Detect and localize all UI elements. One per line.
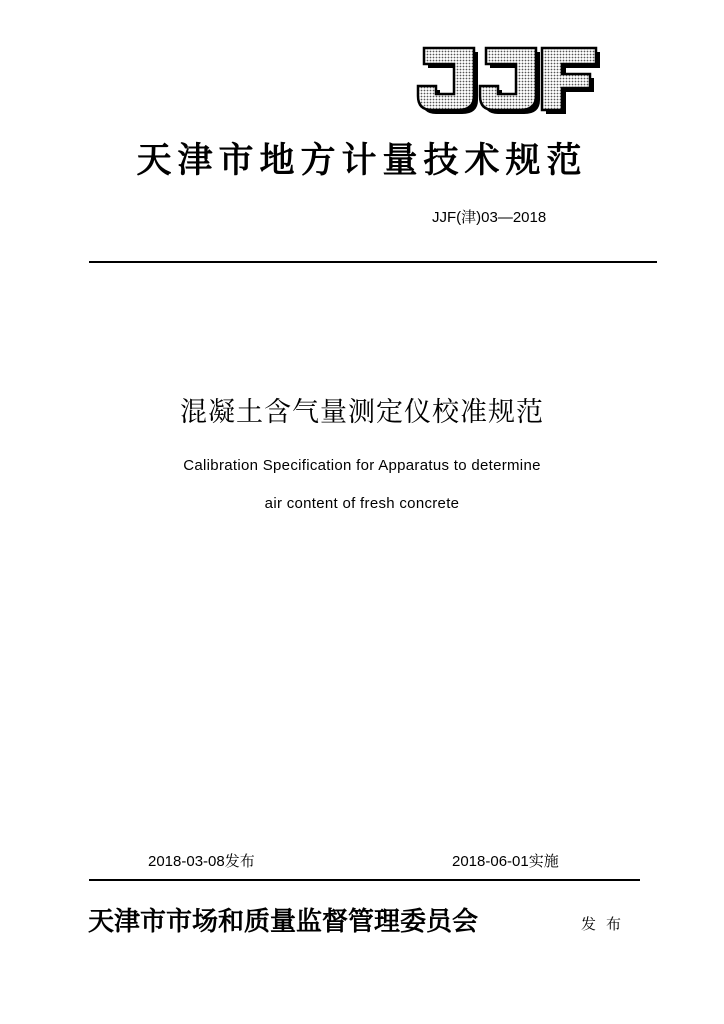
logo-letter-j1 (418, 48, 478, 114)
issue-label: 发布 (581, 915, 632, 933)
document-title-english-line-1: Calibration Specification for Apparatus to determine (183, 457, 541, 474)
organization-title: 天津市地方计量技术规范 (136, 140, 588, 181)
logo-letter-j2 (480, 48, 540, 114)
header-divider (89, 261, 657, 263)
footer-divider (89, 879, 640, 881)
jjf-logo (414, 44, 604, 114)
standard-number: JJF(津)03—2018 (432, 209, 547, 226)
document-title-english-line-2: air content of fresh concrete (264, 495, 460, 512)
document-title-chinese: 混凝土含气量测定仪校准规范 (180, 397, 544, 428)
issue-date: 2018-03-08发布 (148, 853, 255, 870)
issuing-authority: 天津市市场和质量监督管理委员会 (88, 907, 479, 937)
implementation-date: 2018-06-01实施 (452, 853, 559, 870)
logo-letter-f (542, 48, 600, 114)
